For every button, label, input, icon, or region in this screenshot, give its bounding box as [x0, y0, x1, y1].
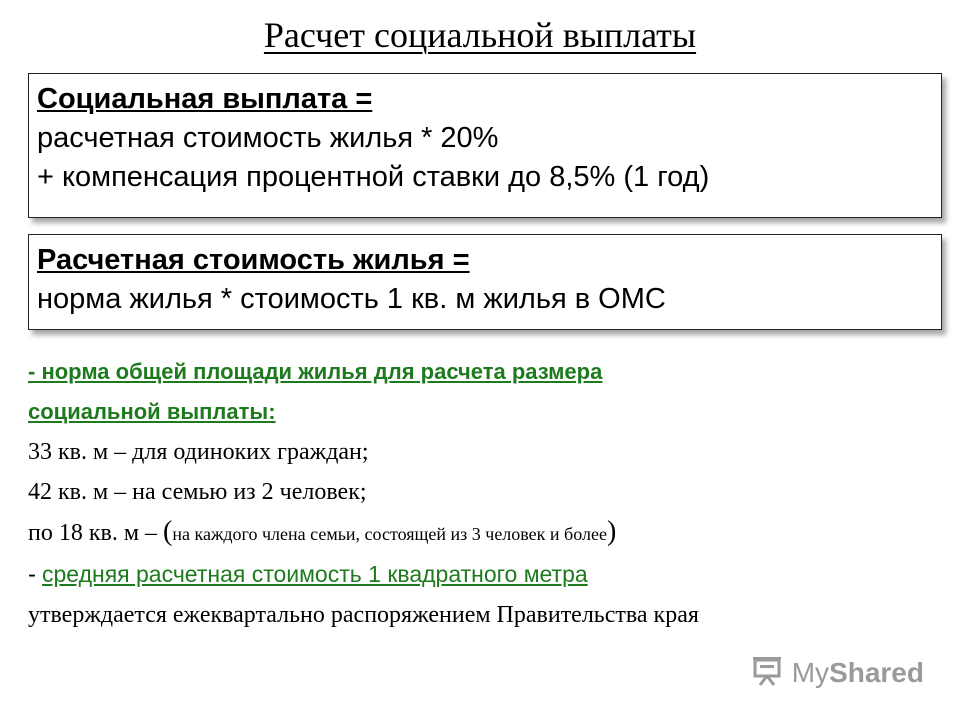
watermark-text-shared: Shared: [829, 657, 924, 688]
norm-item-family-2: 42 кв. м – на семью из 2 человек;: [28, 479, 367, 505]
norm-heading-2: социальной выплаты:: [28, 399, 276, 424]
norm-item-single: 33 кв. м – для одиноких граждан;: [28, 439, 369, 465]
cost-heading: средняя расчетная стоимость 1 квадратного метра: [42, 561, 588, 587]
housing-cost-line-1: норма жилья * стоимость 1 кв. м жилья в ОМС: [37, 283, 666, 315]
housing-cost-heading: Расчетная стоимость жилья =: [37, 244, 470, 276]
myshared-watermark: [750, 656, 924, 690]
norm-item-3-detail: на каждого члена семьи, состоящей из 3 человек и более: [172, 524, 607, 544]
cost-dash: -: [28, 561, 36, 588]
watermark-text-my: My: [791, 657, 830, 688]
housing-cost-formula-box: [28, 234, 942, 330]
social-payment-line-2: + компенсация процентной ставки до 8,5% (1 год): [37, 161, 710, 193]
norm-item-3-main: по 18 кв. м –: [28, 520, 158, 546]
social-payment-line-1: расчетная стоимость жилья * 20%: [37, 122, 499, 154]
cost-text: утверждается ежеквартально распоряжением Правительства края: [28, 602, 699, 628]
norm-item-family-3: [28, 512, 938, 554]
norm-heading-1: - норма общей площади жилья для расчета размера: [28, 359, 603, 384]
page-title: Расчет социальной выплаты: [263, 15, 697, 55]
paren-close: ): [606, 516, 617, 547]
norm-heading-line-1: [28, 352, 938, 392]
paren-open: (: [163, 516, 173, 547]
notes-section: [28, 352, 938, 635]
presentation-icon: [750, 654, 784, 693]
social-payment-heading: Социальная выплата =: [37, 83, 373, 115]
social-payment-formula-box: [28, 73, 942, 218]
cost-heading-line: [28, 554, 938, 595]
watermark-text: [792, 657, 924, 689]
norm-heading-line-2: [28, 392, 938, 432]
